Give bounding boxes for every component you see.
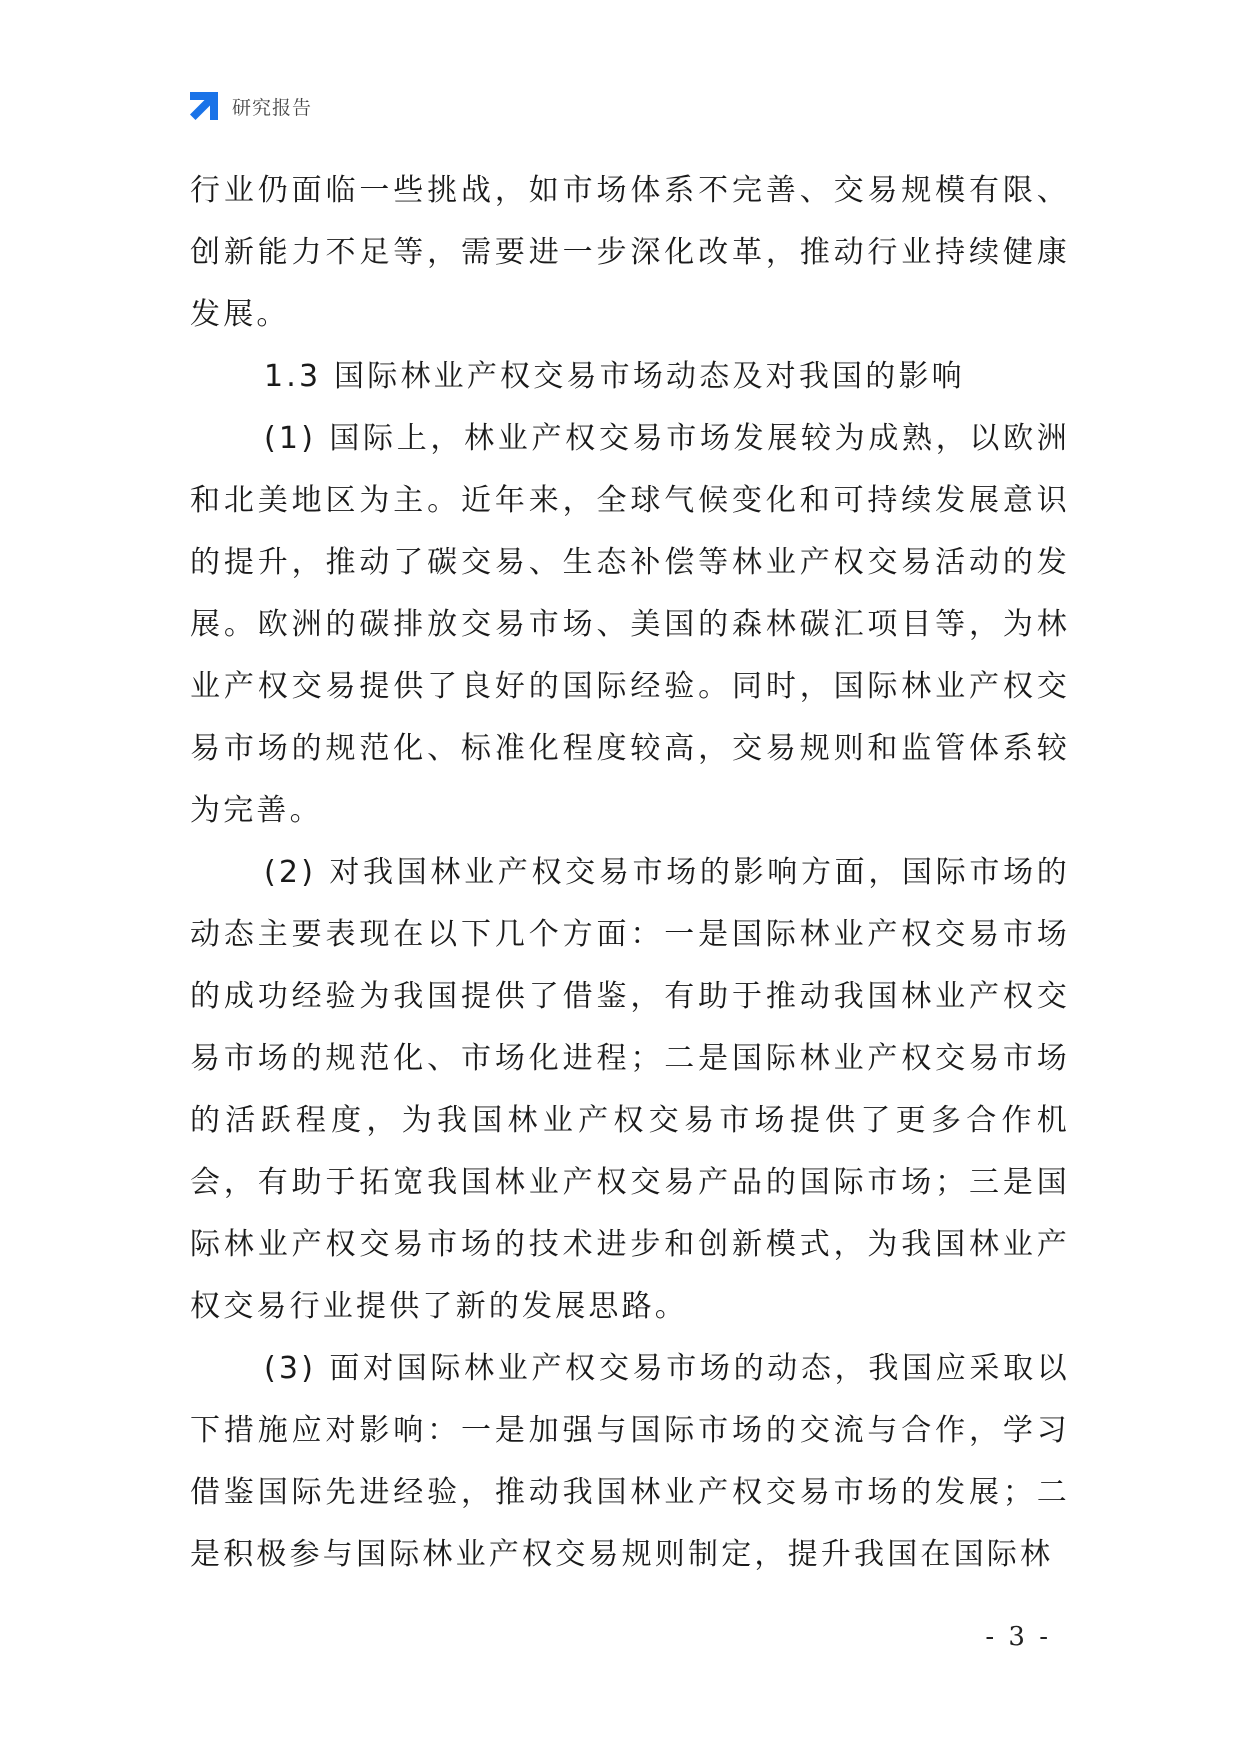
paragraph-3: (3) 面对国际林业产权交易市场的动态，我国应采取以下措施应对影响：一是加强与国际市场的交流与合作，学习借鉴国际先进经验，推动我国林业产权交易市场的发展；二是积极参与国际林业产权交易规则制定，提升我国在国际林 [190,1351,1070,1572]
arrow-up-right-icon [188,90,220,122]
document-body [190,160,1070,1586]
section-heading: 1.3 国际林业产权交易市场动态及对我国的影响 [264,359,965,394]
report-header-title: 研究报告 [232,96,313,119]
page-number: - 3 - [985,1622,1051,1652]
paragraph-continuation: 行业仍面临一些挑战，如市场体系不完善、交易规模有限、创新能力不足等，需要进一步深化改革，推动行业持续健康发展。 [190,173,1070,332]
paragraph-1: (1) 国际上，林业产权交易市场发展较为成熟，以欧洲和北美地区为主。近年来，全球气候变化和可持续发展意识的提升，推动了碳交易、生态补偿等林业产权交易活动的发展。欧洲的碳排放交易市场、美国的森林碳汇项目等，为林业产权交易提供了良好的国际经验。同时，国际林业产权交易市场的规范化、标准化程度较高，交易规则和监管体系较为完善。 [190,421,1070,828]
paragraph-2: (2) 对我国林业产权交易市场的影响方面，国际市场的动态主要表现在以下几个方面：一是国际林业产权交易市场的成功经验为我国提供了借鉴，有助于推动我国林业产权交易市场的规范化、市场化进程；二是国际林业产权交易市场的活跃程度，为我国林业产权交易市场提供了更多合作机会，有助于拓宽我国林业产权交易产品的国际市场；三是国际林业产权交易市场的技术进步和创新模式，为我国林业产权交易行业提供了新的发展思路。 [190,855,1070,1324]
report-header [188,90,312,122]
